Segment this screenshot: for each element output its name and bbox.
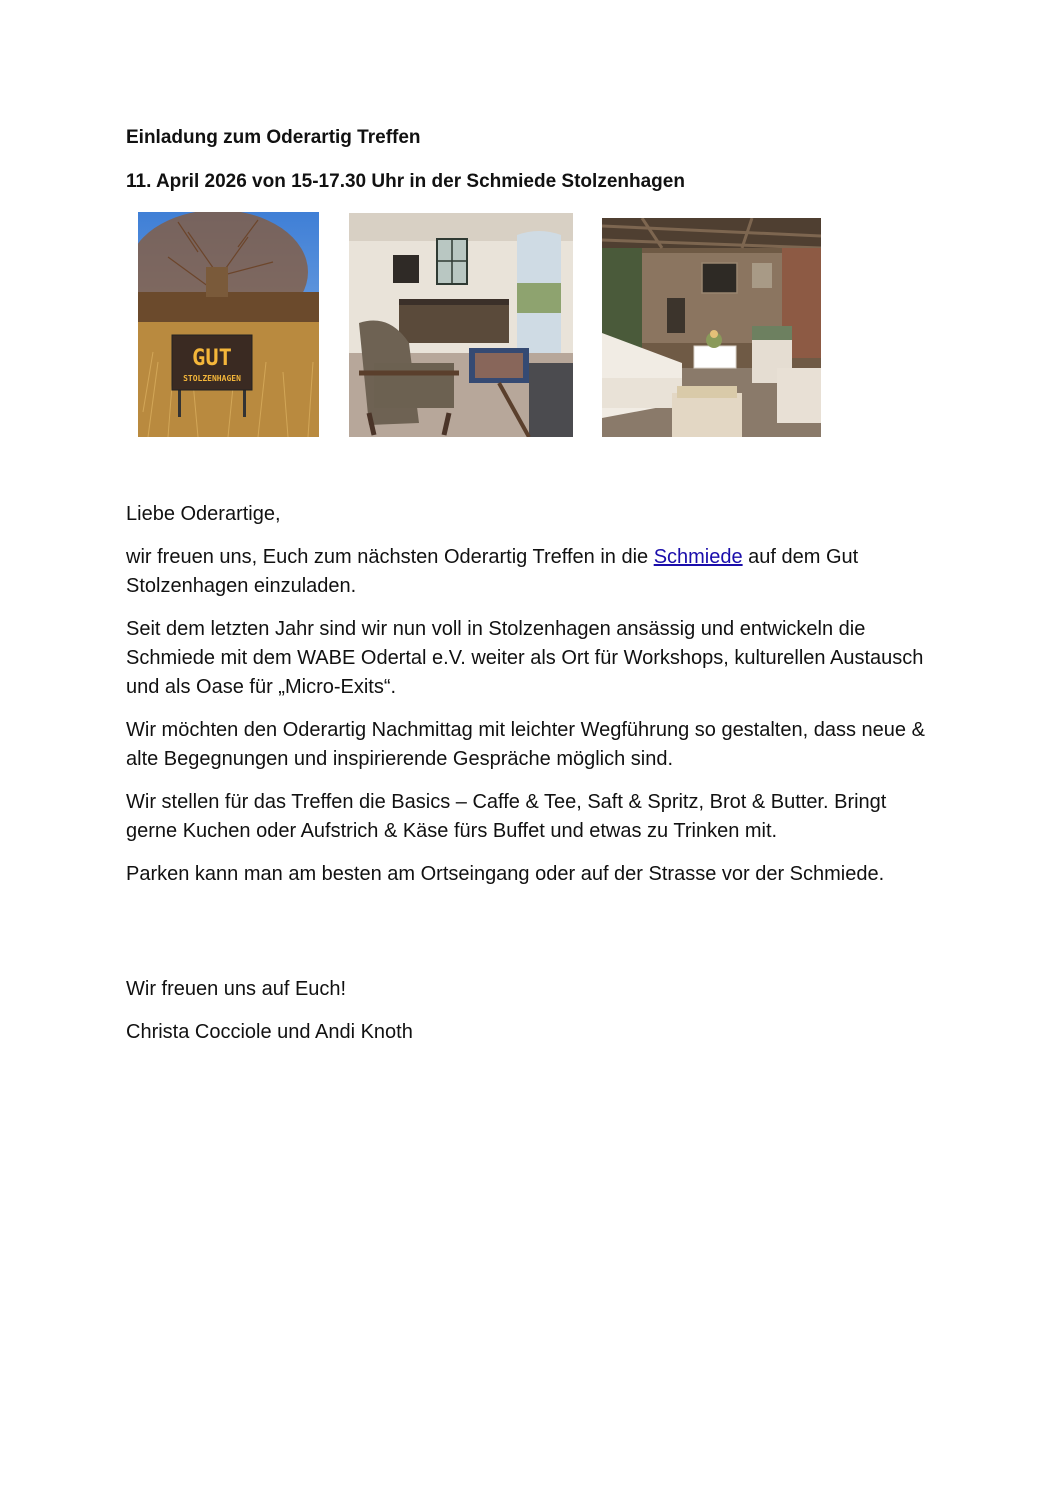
event-date-location: 11. April 2026 von 15-17.30 Uhr in der Schmiede Stolzenhagen xyxy=(126,171,685,192)
paragraph-about-schmiede: Seit dem letzten Jahr sind wir nun voll in Stolzenhagen ansässig und entwickeln die Schmiede mit dem WABE Odertal e.V. weiter als Ort für Workshops, kulturellen Austausch und als Oase für „Micro-Exits“. xyxy=(126,618,924,698)
photo-schmiede-interior xyxy=(349,213,573,437)
paragraph-catering: Wir stellen für das Treffen die Basics – Caffe & Tee, Saft & Spritz, Brot & Butter. Bringt gerne Kuchen oder Aufstrich & Käse fürs Buffet und etwas zu Trinken mit. xyxy=(126,791,887,842)
paragraph-invitation-text-1: wir freuen uns, Euch zum nächsten Oderartig Treffen in die xyxy=(126,546,654,568)
signature: Christa Cocciole und Andi Knoth xyxy=(126,1021,413,1043)
document-title: Einladung zum Oderartig Treffen xyxy=(126,127,421,148)
paragraph-parking: Parken kann man am besten am Ortseingang oder auf der Strasse vor der Schmiede. xyxy=(126,863,885,885)
greeting: Liebe Oderartige, xyxy=(126,503,281,525)
sign-text-gut: GUT xyxy=(192,346,232,371)
paragraph-invitation xyxy=(126,543,926,601)
photo-veranda-lounge xyxy=(602,218,821,437)
closing-line: Wir freuen uns auf Euch! xyxy=(126,978,347,1000)
sign-text-stolzenhagen: STOLZENHAGEN xyxy=(183,374,241,383)
photo-gut-stolzenhagen-sign xyxy=(138,212,319,437)
paragraph-afternoon-format: Wir möchten den Oderartig Nachmittag mit leichter Wegführung so gestalten, dass neue & alte Begegnungen und inspirierende Gespräche möglich sind. xyxy=(126,719,925,770)
schmiede-link[interactable]: Schmiede xyxy=(653,546,743,568)
paragraph-invitation-text-2: auf dem Gut Stolzenhagen einzuladen. xyxy=(126,546,859,597)
